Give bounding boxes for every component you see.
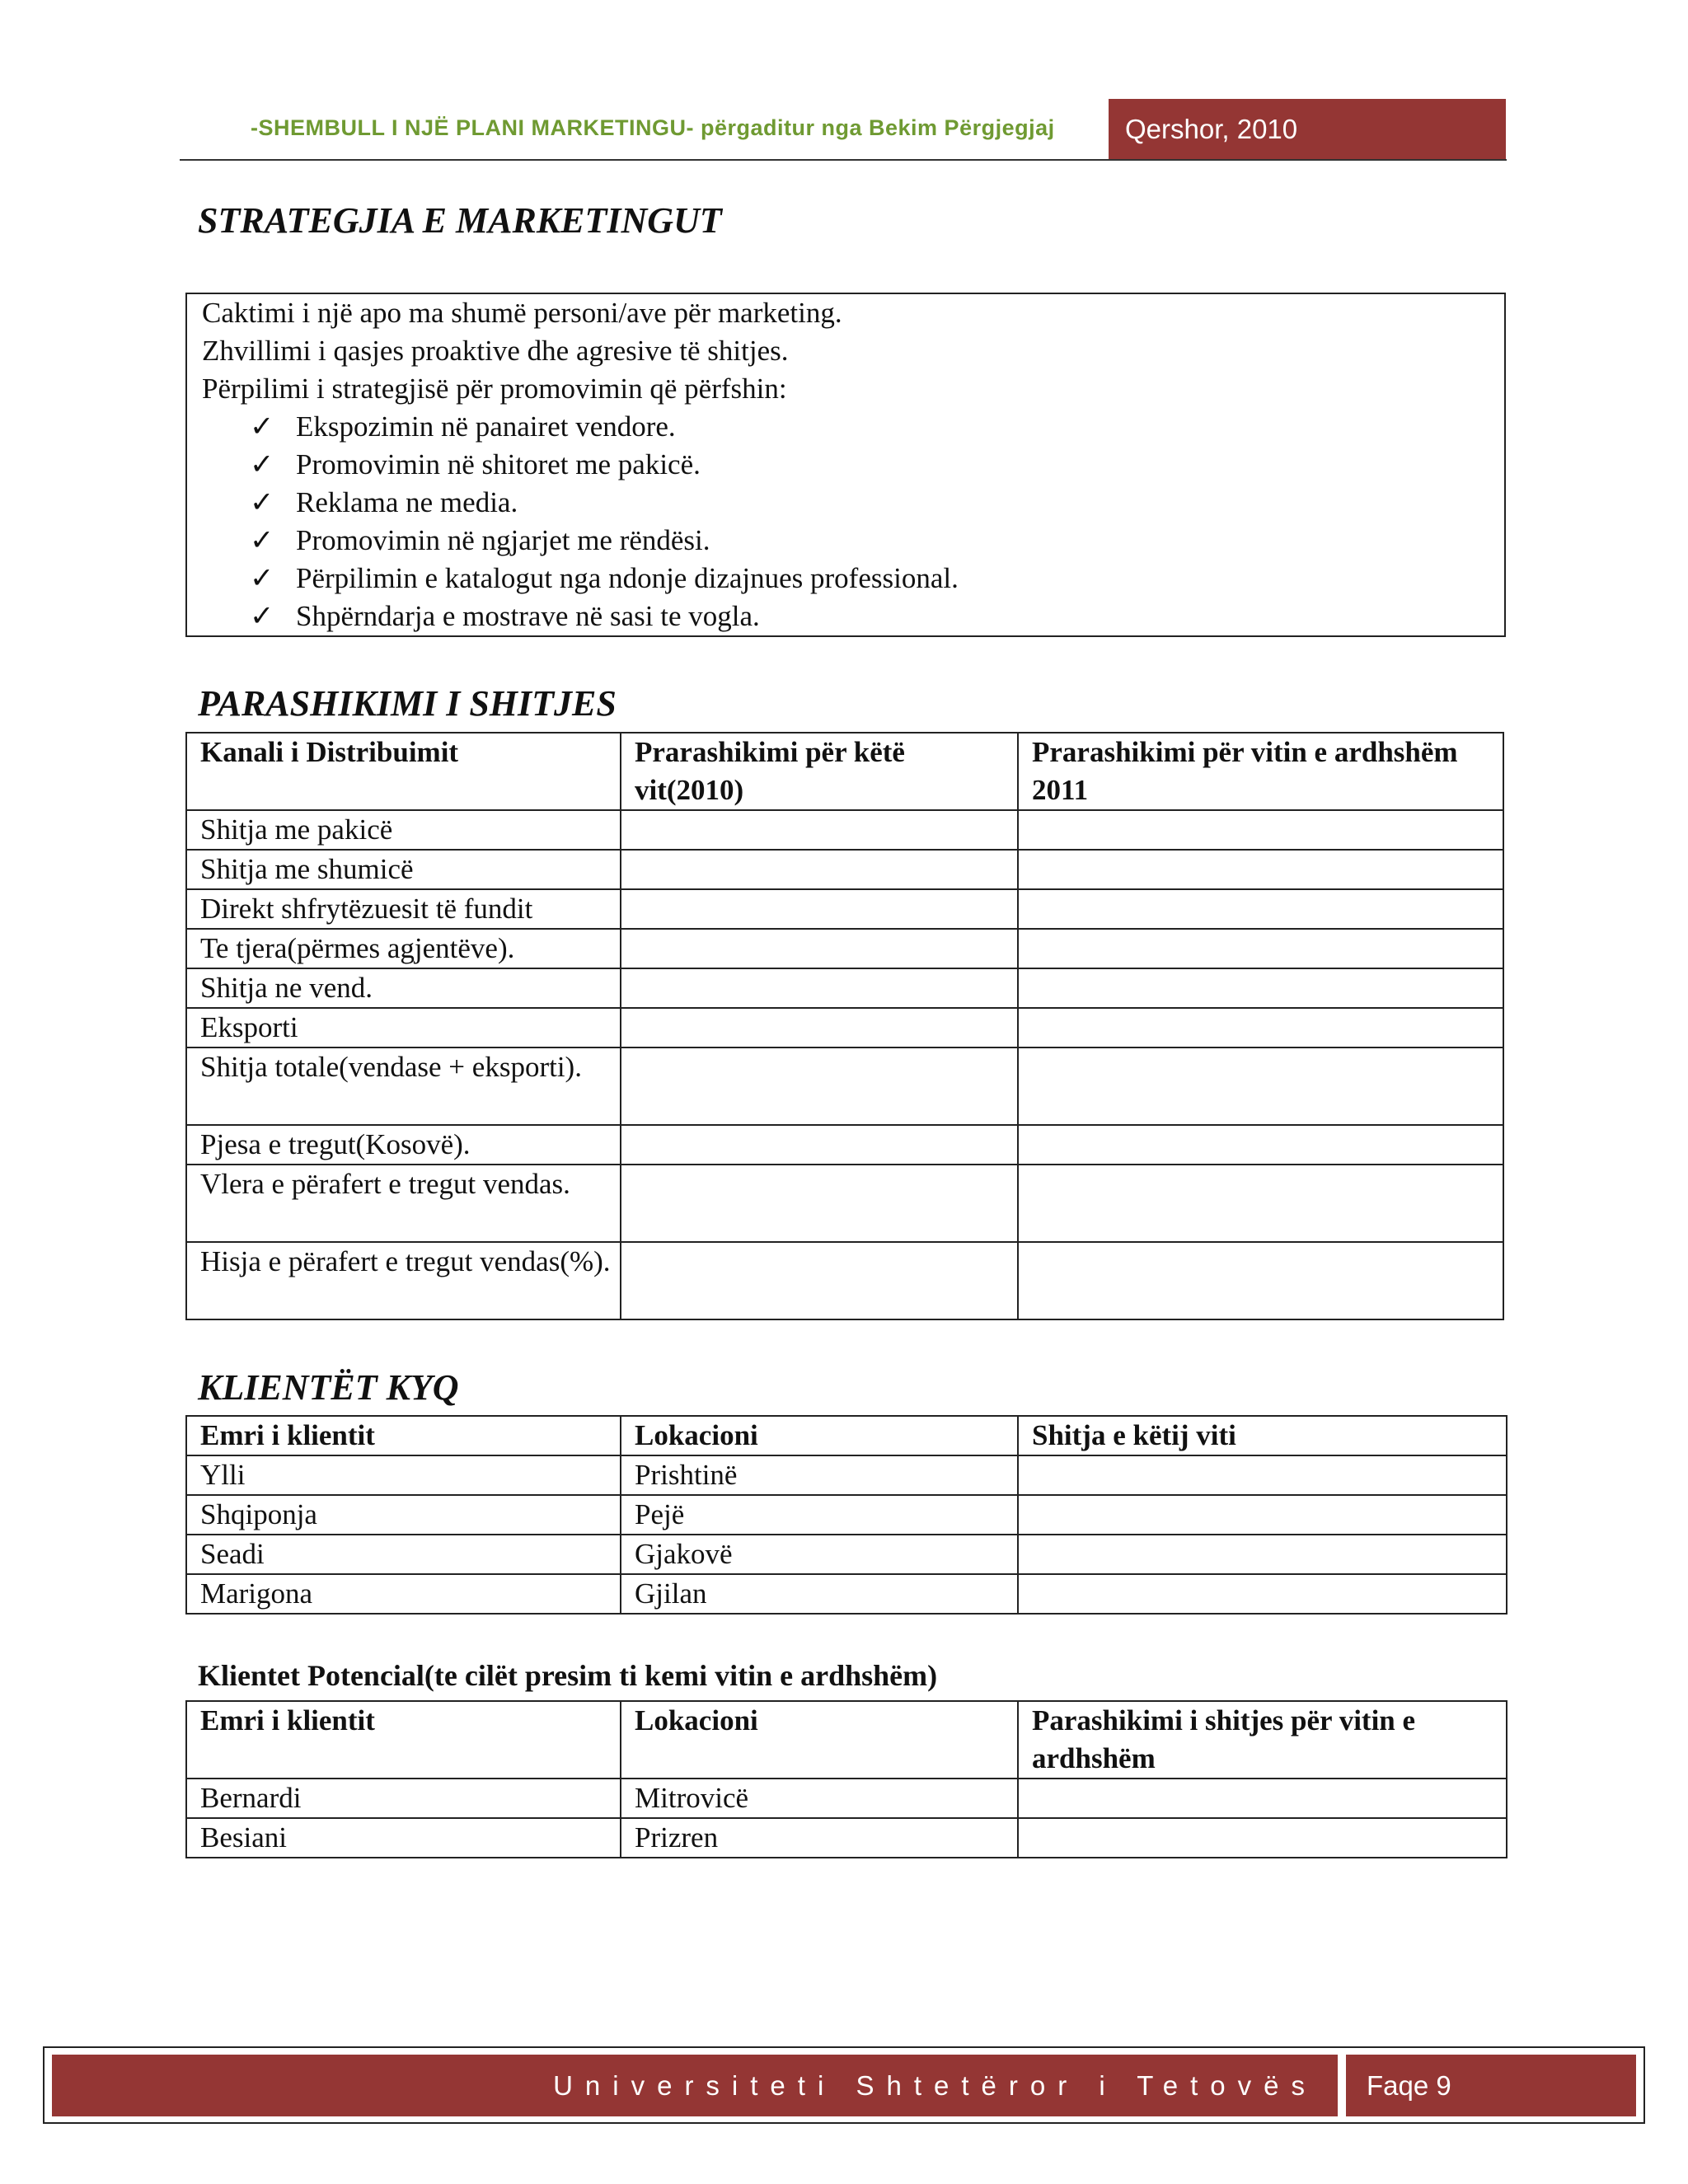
table-row [186, 1455, 1507, 1495]
table-header-row [186, 733, 1503, 810]
table-row [186, 1574, 1507, 1614]
table-row [186, 1125, 1503, 1165]
row-label: Pjesa e tregut(Kosovë). [186, 1125, 621, 1165]
table-cell [1018, 1818, 1507, 1858]
strategy-bullet [202, 484, 1504, 522]
table-cell [621, 810, 1018, 850]
table-cell [621, 1165, 1018, 1242]
column-header: Parashikimi i shitjes për vitin e ardhshëm [1018, 1701, 1507, 1779]
strategy-line: Përpilimi i strategjisë për promovimin që përfshin: [202, 373, 787, 405]
column-header: Lokacioni [621, 1701, 1018, 1779]
table-cell [621, 1008, 1018, 1047]
table-cell [1018, 1047, 1503, 1125]
table-cell [621, 1125, 1018, 1165]
checkmark-icon: ✓ [250, 562, 274, 594]
header-date: Qershor, 2010 [1125, 114, 1298, 144]
footer-page-bar [1346, 2055, 1636, 2116]
strategy-bullet [202, 446, 1504, 484]
strategy-bullet [202, 408, 1504, 446]
row-label: Eksporti [186, 1008, 621, 1047]
table-cell [621, 929, 1018, 968]
row-label: Shitja ne vend. [186, 968, 621, 1008]
client-location: Prizren [621, 1818, 1018, 1858]
row-label: Direkt shfrytëzuesit të fundit [186, 889, 621, 929]
table-row [186, 1165, 1503, 1242]
strategy-bullet-text: Shpërndarja e mostrave në sasi te vogla. [296, 600, 760, 632]
table-row [186, 1242, 1503, 1319]
client-location: Gjilan [621, 1574, 1018, 1614]
table-cell [1018, 1535, 1507, 1574]
table-cell [1018, 1165, 1503, 1242]
table-row [186, 850, 1503, 889]
client-location: Gjakovë [621, 1535, 1018, 1574]
strategy-bullet-text: Ekspozimin në panairet vendore. [296, 410, 676, 443]
strategy-bullet [202, 560, 1504, 598]
client-name: Marigona [186, 1574, 621, 1614]
table-cell [1018, 1008, 1503, 1047]
client-location: Prishtinë [621, 1455, 1018, 1495]
table-row [186, 968, 1503, 1008]
footer-university: Universiteti Shtetëror i Tetovës [553, 2069, 1317, 2101]
table-header-row [186, 1701, 1507, 1779]
strategy-heading: STRATEGJIA E MARKETINGUT [198, 200, 722, 241]
table-cell [621, 968, 1018, 1008]
table-row [186, 889, 1503, 929]
strategy-line: Caktimi i një apo ma shumë personi/ave për marketing. [202, 297, 842, 329]
table-cell [1018, 1242, 1503, 1319]
table-cell [1018, 850, 1503, 889]
table-row [186, 1008, 1503, 1047]
table-cell [621, 1047, 1018, 1125]
client-name: Besiani [186, 1818, 621, 1858]
table-cell [1018, 1779, 1507, 1818]
checkmark-icon: ✓ [250, 600, 274, 632]
table-row [186, 1535, 1507, 1574]
checkmark-icon: ✓ [250, 486, 274, 518]
strategy-bullet [202, 598, 1504, 635]
checkmark-icon: ✓ [250, 524, 274, 556]
column-header: Kanali i Distribuimit [186, 733, 621, 810]
forecast-table [185, 732, 1504, 1320]
strategy-bullet-text: Promovimin në shitoret me pakicë. [296, 448, 701, 480]
column-header: Emri i klientit [186, 1416, 621, 1455]
strategy-box [185, 293, 1506, 637]
table-header-row [186, 1416, 1507, 1455]
column-header: Lokacioni [621, 1416, 1018, 1455]
forecast-heading: PARASHIKIMI I SHITJES [198, 683, 617, 724]
page-number: Faqe 9 [1367, 2069, 1451, 2101]
client-name: Seadi [186, 1535, 621, 1574]
strategy-bullet-text: Përpilimin e katalogut nga ndonje dizajnues professional. [296, 562, 959, 594]
column-header: Prarashikimi për këtë vit(2010) [621, 733, 1018, 810]
row-label: Shitja me shumicë [186, 850, 621, 889]
header-date-badge [1109, 99, 1506, 160]
table-cell [1018, 1125, 1503, 1165]
table-row [186, 1047, 1503, 1125]
table-cell [1018, 929, 1503, 968]
header-divider [180, 159, 1507, 161]
key-clients-heading: KLIENTËT KYQ [198, 1367, 459, 1408]
table-cell [621, 850, 1018, 889]
client-location: Pejë [621, 1495, 1018, 1535]
client-location: Mitrovicë [621, 1779, 1018, 1818]
row-label: Vlera e përafert e tregut vendas. [186, 1165, 621, 1242]
table-cell [1018, 1455, 1507, 1495]
strategy-bullet [202, 522, 1504, 560]
table-cell [621, 1242, 1018, 1319]
footer-university-bar [52, 2055, 1338, 2116]
potential-clients-heading: Klientet Potencial(te cilët presim ti kemi vitin e ardhshëm) [198, 1659, 938, 1692]
row-label: Te tjera(përmes agjentëve). [186, 929, 621, 968]
client-name: Ylli [186, 1455, 621, 1495]
table-row [186, 929, 1503, 968]
checkmark-icon: ✓ [250, 448, 274, 480]
checkmark-icon: ✓ [250, 410, 274, 443]
table-row [186, 1779, 1507, 1818]
row-label: Shitja totale(vendase + eksporti). [186, 1047, 621, 1125]
table-cell [621, 889, 1018, 929]
client-name: Shqiponja [186, 1495, 621, 1535]
column-header: Prarashikimi për vitin e ardhshëm 2011 [1018, 733, 1503, 810]
table-cell [1018, 810, 1503, 850]
table-cell [1018, 889, 1503, 929]
table-row [186, 1818, 1507, 1858]
potential-clients-table [185, 1700, 1507, 1858]
table-cell [1018, 968, 1503, 1008]
key-clients-table [185, 1415, 1507, 1615]
table-row [186, 810, 1503, 850]
table-cell [1018, 1574, 1507, 1614]
table-cell [1018, 1495, 1507, 1535]
strategy-bullet-text: Promovimin në ngjarjet me rëndësi. [296, 524, 710, 556]
strategy-bullet-text: Reklama ne media. [296, 486, 518, 518]
strategy-line: Zhvillimi i qasjes proaktive dhe agresive të shitjes. [202, 335, 789, 367]
column-header: Emri i klientit [186, 1701, 621, 1779]
document-title: -SHEMBULL I NJË PLANI MARKETINGU- përgaditur nga Bekim Përgjegjaj [251, 115, 1055, 140]
row-label: Shitja me pakicë [186, 810, 621, 850]
table-row [186, 1495, 1507, 1535]
client-name: Bernardi [186, 1779, 621, 1818]
column-header: Shitja e këtij viti [1018, 1416, 1507, 1455]
row-label: Hisja e përafert e tregut vendas(%). [186, 1242, 621, 1319]
